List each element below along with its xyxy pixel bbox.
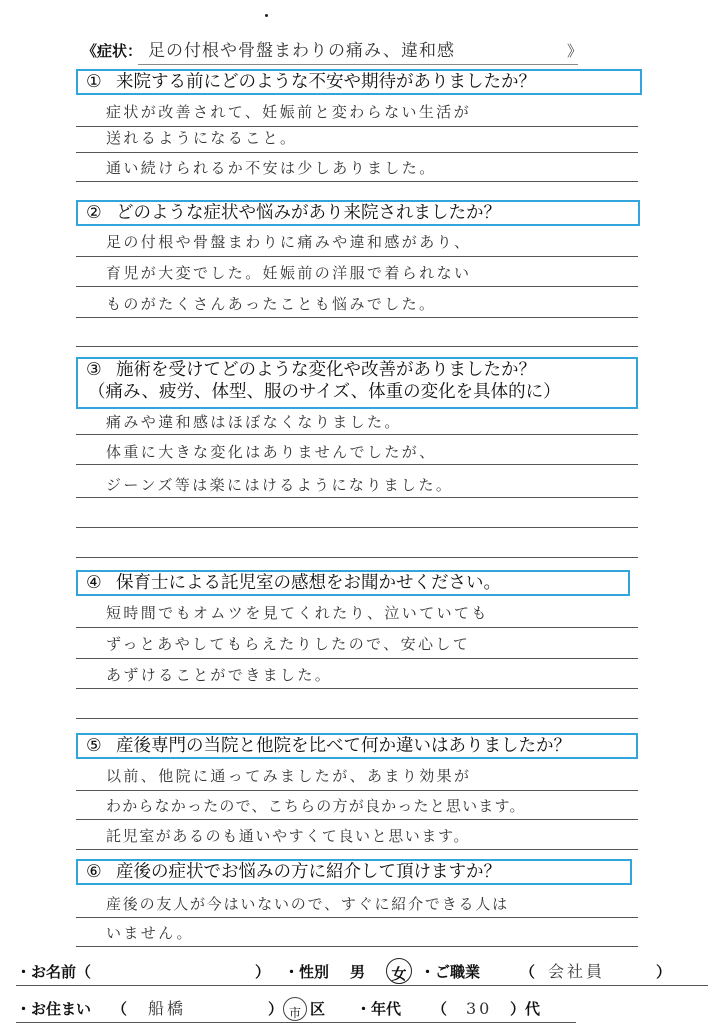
name-close: ） bbox=[255, 963, 271, 981]
symptom-value: 足の付根や骨盤まわりの痛み、違和感 bbox=[148, 41, 456, 61]
footer-rule-1 bbox=[16, 985, 708, 986]
answer-rule bbox=[76, 849, 638, 850]
answer-rule bbox=[76, 557, 638, 558]
question-3-subtext: （痛み、疲労、体型、服のサイズ、体重の変化を具体的に） bbox=[88, 382, 561, 402]
question-4-box bbox=[76, 570, 630, 596]
answer-1-line-2: 送れるようになること。 bbox=[106, 129, 298, 147]
question-6-box bbox=[76, 859, 632, 885]
question-2-text: どのような症状や悩みがあり来院されましたか？ bbox=[116, 203, 501, 223]
question-5-text: 産後専門の当院と他院を比べて何か違いはありましたか？ bbox=[116, 736, 571, 756]
answer-rule bbox=[76, 256, 638, 257]
question-3-number: ③ bbox=[86, 360, 102, 380]
answer-rule bbox=[76, 464, 638, 465]
answer-rule bbox=[76, 819, 638, 820]
footer-row-1 bbox=[0, 957, 723, 987]
job-open: （ bbox=[520, 963, 536, 981]
gender-label: ・性別 bbox=[284, 963, 330, 981]
answer-rule bbox=[76, 688, 638, 689]
symptom-header bbox=[82, 40, 622, 62]
answer-3-line-3: ジーンズ等は楽にはけるようになりました。 bbox=[106, 476, 454, 494]
address-close: ） bbox=[268, 1000, 284, 1018]
address-value: 船橋 bbox=[148, 999, 187, 1018]
answer-6-line-2: いません。 bbox=[106, 924, 194, 942]
question-1-text: 来院する前にどのような不安や期待がありましたか？ bbox=[116, 72, 536, 92]
question-1-number: ① bbox=[86, 72, 102, 92]
answer-2-line-1: 足の付根や骨盤まわりに痛みや違和感があり、 bbox=[106, 233, 472, 251]
answer-4-line-3: あずけることができました。 bbox=[106, 666, 333, 684]
answer-rule bbox=[76, 286, 638, 287]
answer-2-line-3: ものがたくさんあったことも悩みでした。 bbox=[106, 295, 437, 313]
job-close: ） bbox=[656, 963, 672, 981]
answer-6-line-1: 産後の友人が今はいないので、すぐに紹介できる人は bbox=[106, 895, 509, 913]
answer-rule bbox=[76, 917, 638, 918]
gender-female-circled: 女 bbox=[386, 958, 412, 984]
answer-rule bbox=[76, 434, 638, 435]
footer-rule-2 bbox=[16, 1022, 576, 1023]
answer-rule bbox=[76, 946, 638, 947]
answer-1-line-3: 通い続けられるか不安は少しありました。 bbox=[106, 159, 437, 177]
address-open: （ bbox=[112, 1000, 128, 1018]
question-1-box bbox=[76, 69, 642, 95]
question-6-text: 産後の症状でお悩みの方に紹介して頂けますか？ bbox=[116, 862, 501, 882]
answer-rule bbox=[76, 346, 638, 347]
answer-4-line-2: ずっとあやしてもらえたりしたので、安心して bbox=[106, 635, 471, 653]
address-label: ・お住まい bbox=[16, 1000, 92, 1018]
answer-rule bbox=[76, 790, 638, 791]
question-3-box bbox=[76, 357, 638, 409]
answer-5-line-3: 託児室があるのも通いやすくて良いと思います。 bbox=[106, 827, 471, 845]
question-5-box bbox=[76, 733, 638, 759]
answer-rule bbox=[76, 627, 638, 628]
answer-1-line-1: 症状が改善されて、妊娠前と変わらない生活が bbox=[106, 103, 472, 121]
job-label: ・ご職業 bbox=[420, 963, 481, 981]
age-label: ・年代 bbox=[356, 1000, 402, 1018]
answer-3-line-1: 痛みや違和感はほぼなくなりました。 bbox=[106, 413, 402, 431]
city-circled: 市 bbox=[283, 997, 307, 1021]
age-open: （ bbox=[432, 1000, 448, 1018]
age-value: 30 bbox=[466, 999, 493, 1018]
question-4-number: ④ bbox=[86, 573, 102, 593]
name-label: ・お名前（ bbox=[16, 963, 92, 981]
answer-3-line-2: 体重に大きな変化はありませんでしたが、 bbox=[106, 443, 437, 461]
answer-4-line-1: 短時間でもオムツを見てくれたり、泣いていても bbox=[106, 604, 489, 622]
question-5-number: ⑤ bbox=[86, 736, 102, 756]
answer-rule bbox=[76, 152, 638, 153]
answer-5-line-1: 以前、他院に通ってみましたが、あまり効果が bbox=[106, 767, 472, 785]
scan-dot bbox=[265, 14, 268, 17]
answer-2-line-2: 育児が大変でした。妊娠前の洋服で着られない bbox=[106, 264, 472, 282]
question-6-number: ⑥ bbox=[86, 862, 102, 882]
answer-rule bbox=[76, 317, 638, 318]
answer-rule bbox=[76, 497, 638, 498]
answer-5-line-2: わからなかったので、こちらの方が良かったと思います。 bbox=[106, 797, 526, 815]
footer-row-2 bbox=[0, 994, 723, 1024]
question-2-number: ② bbox=[86, 203, 102, 223]
symptom-label: 《症状： bbox=[82, 42, 143, 60]
answer-rule bbox=[76, 527, 638, 528]
question-4-text: 保育士による託児室の感想をお聞かせください。 bbox=[116, 573, 501, 593]
symptom-underline bbox=[138, 64, 578, 65]
job-value: 会社員 bbox=[548, 962, 606, 981]
gender-male: 男 bbox=[350, 963, 366, 981]
answer-rule bbox=[76, 658, 638, 659]
question-3-text: 施術を受けてどのような変化や改善がありましたか？ bbox=[116, 360, 536, 380]
question-2-box bbox=[76, 200, 640, 226]
answer-rule bbox=[76, 718, 638, 719]
age-close: ）代 bbox=[510, 1000, 541, 1018]
symptom-close-bracket: 》 bbox=[566, 42, 582, 60]
city-suffix: 区 bbox=[310, 1000, 326, 1018]
answer-rule bbox=[76, 181, 638, 182]
